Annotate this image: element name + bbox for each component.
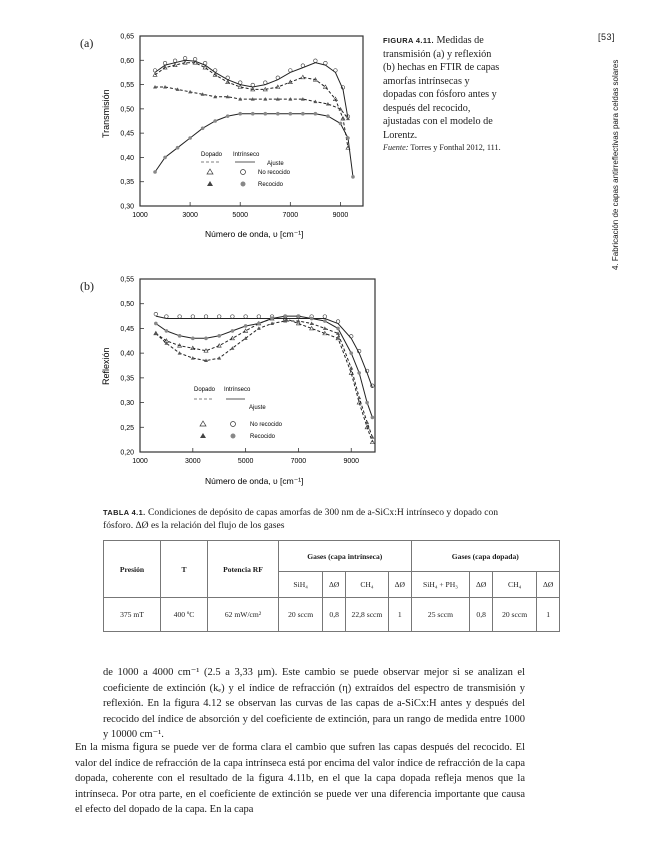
legend-open-triangle (207, 169, 213, 174)
series-line-dop-nr (155, 63, 348, 148)
point-filled-circle (165, 329, 169, 333)
figure-caption-text: Medidas de transmisión (a) y reflexión (b) hechas en FTIR de capas amorfas intrínsecas y dopadas con fósforo antes y después del recocido, ajustadas con el modelo de Lorentz. (383, 35, 500, 141)
point-open-circle (183, 56, 187, 60)
table-cell: 0,8 (323, 598, 346, 632)
point-filled-circle (213, 119, 217, 123)
point-filled-circle (154, 322, 158, 326)
point-filled-triangle (326, 102, 330, 106)
y-tick-label: 0,30 (120, 203, 134, 211)
y-tick-label: 0,20 (120, 449, 134, 457)
legend-open-circle (241, 170, 246, 175)
point-open-triangle (244, 329, 248, 333)
header-potencia: Potencia RF (208, 541, 279, 598)
legend-open-circle (231, 422, 236, 427)
point-open-circle (238, 81, 242, 85)
x-tick-label: 7000 (282, 212, 299, 219)
point-open-circle (276, 76, 280, 80)
running-head: 4. Fabricación de capas antirreflectivas para celdas solares (611, 59, 620, 270)
point-open-circle (204, 315, 208, 319)
legend (194, 387, 283, 440)
point-filled-circle (217, 334, 221, 338)
sub-header: ΔØ (470, 572, 493, 598)
point-open-circle (301, 64, 305, 68)
point-open-circle (178, 315, 182, 319)
table-caption (103, 506, 523, 532)
point-open-circle (336, 320, 340, 324)
table-cell: 400 ºC (161, 598, 208, 632)
y-tick-label: 0,65 (120, 33, 134, 41)
y-tick-label: 0,50 (120, 106, 134, 114)
paragraph-2: En la misma figura se puede ver de forma clara el cambio que sufren las capas después del recocido. El valor del índice de refracción de la capa intrínseca está por encima del valor índice de refracción de la capa dopada, coherente con el resultado de la figura 4.11b, en el que la capa dopada refleja menos que la intrínseca. Por otra parte, en el coeficiente de extinción se puede ver una diferencia importante que causa el efecto del dopado de la capa. En la capa (75, 742, 525, 816)
point-filled-circle (178, 334, 182, 338)
point-filled-circle (257, 322, 261, 326)
x-tick-label: 9000 (332, 212, 349, 219)
point-open-circle (257, 315, 261, 319)
sub-header: ΔØ (323, 572, 346, 598)
point-open-circle (334, 69, 338, 73)
page-number: [53] (598, 32, 616, 42)
sub-header: SiH₄ (279, 572, 323, 598)
legend-filled-triangle (207, 181, 213, 186)
series-line-int-r (155, 114, 353, 177)
point-filled-triangle (154, 331, 158, 335)
point-filled-circle (346, 136, 350, 140)
point-open-triangle (238, 85, 242, 89)
point-filled-circle (176, 146, 180, 150)
legend-intrinseco: Intrínseco (224, 387, 251, 393)
figure-source: Fuente: Torres y Fonthal 2012, 111. (383, 143, 501, 152)
table-caption-text: Condiciones de depósito de capas amorfas de 300 nm de a-SiCx:H intrínseco y dopado con fósforo. ΔØ es la relación del flujo de los gases (103, 507, 499, 531)
point-filled-circle (201, 126, 205, 130)
y-tick-label: 0,45 (120, 325, 134, 333)
y-tick-label: 0,30 (120, 400, 134, 408)
x-tick-labels (132, 458, 359, 465)
legend (201, 152, 291, 188)
point-open-circle (154, 312, 158, 316)
transmission-chart (95, 28, 375, 253)
x-tick-labels (132, 212, 348, 219)
point-filled-circle (153, 170, 157, 174)
y-tick-labels (120, 34, 134, 211)
table-cell: 20 sccm (279, 598, 323, 632)
point-filled-circle (336, 327, 340, 331)
deposition-table (103, 540, 560, 632)
point-open-circle (163, 61, 167, 65)
series-line-int-r (156, 316, 373, 417)
point-filled-circle (283, 314, 287, 318)
point-open-circle (226, 76, 230, 80)
table-cell: 0,8 (470, 598, 493, 632)
figure-label: FIGURA 4.11. (383, 36, 434, 45)
header-presion: Presión (104, 541, 161, 598)
point-filled-circle (326, 114, 330, 118)
point-open-triangle (217, 344, 221, 348)
legend-dopado: Dopado (201, 152, 223, 158)
point-filled-triangle (357, 396, 361, 400)
point-open-circle (153, 69, 157, 73)
point-filled-circle (339, 122, 343, 126)
point-filled-triangle (310, 321, 314, 325)
point-open-circle (289, 69, 293, 73)
x-tick-label: 5000 (232, 212, 249, 219)
panel-b-label: (b) (80, 279, 94, 293)
point-filled-triangle (349, 366, 353, 370)
point-filled-triangle (191, 356, 195, 360)
point-open-circle (213, 69, 217, 73)
point-open-circle (323, 315, 327, 319)
paragraph-1: de 1000 a 4000 cm⁻¹ (2.5 a 3,33 μm). Este cambio se puede observar mejor si se analizan el coeficiente de extinción (kₑ) y el índice de refracción (η) extraídos del espectro de transmisión y reflexión. En la figura 4.12 se observan las curvas de las capas de a-SiCx:H antes y después del recocido del índice de absorción y del coeficiente de extinción, para un rango de medida entre 1000 y 10000 cm⁻¹. (103, 667, 525, 741)
table-cell: 20 sccm (492, 598, 536, 632)
y-tick-label: 0,35 (120, 375, 134, 383)
point-filled-circle (351, 175, 355, 179)
point-filled-circle (289, 112, 293, 116)
point-filled-circle (231, 329, 235, 333)
point-filled-circle (357, 371, 361, 375)
point-open-circle (217, 315, 221, 319)
header-t: T (161, 541, 208, 598)
table-cell: 22,8 sccm (345, 598, 388, 632)
body-text-2 (75, 740, 525, 818)
x-tick-label: 9000 (343, 458, 360, 465)
legend-dopado: Dopado (194, 387, 216, 393)
y-tick-label: 0,55 (120, 82, 134, 90)
y-tick-label: 0,40 (120, 350, 134, 358)
y-tick-label: 0,45 (120, 130, 134, 138)
y-axis-label: Reflexión (101, 347, 111, 385)
legend-open-triangle (200, 421, 206, 426)
point-filled-circle (310, 317, 314, 321)
point-filled-triangle (178, 351, 182, 355)
y-tick-label: 0,60 (120, 57, 134, 65)
legend-no-recocido: No recocido (250, 422, 283, 428)
point-filled-circle (349, 351, 353, 355)
legend-intrinseco: Intrínseco (233, 152, 260, 158)
point-filled-circle (263, 112, 267, 116)
point-filled-triangle (163, 85, 167, 89)
point-open-circle (173, 59, 177, 63)
point-filled-circle (191, 337, 195, 341)
y-tick-label: 0,50 (120, 301, 134, 309)
figure-caption (383, 34, 501, 153)
point-filled-circle (365, 401, 369, 405)
sub-header: ΔØ (537, 572, 560, 598)
point-filled-triangle (346, 117, 350, 121)
point-open-circle (324, 61, 328, 65)
x-axis-label: Número de onda, υ [cm⁻¹] (205, 229, 304, 239)
point-filled-circle (323, 319, 327, 323)
y-tick-label: 0,55 (120, 276, 134, 284)
legend-recocido: Recocido (250, 434, 276, 440)
header-gases-intrinseca: Gases (capa intrínseca) (279, 541, 412, 572)
point-filled-triangle (217, 356, 221, 360)
point-filled-circle (371, 416, 375, 420)
y-tick-label: 0,25 (120, 424, 134, 432)
legend-filled-circle (241, 182, 246, 187)
point-open-circle (263, 81, 267, 85)
x-tick-label: 3000 (182, 212, 198, 219)
point-open-circle (203, 61, 207, 65)
table-cell: 25 sccm (411, 598, 470, 632)
point-open-triangle (230, 336, 234, 340)
point-filled-circle (314, 112, 318, 116)
point-filled-circle (251, 112, 255, 116)
point-open-circle (314, 59, 318, 63)
y-tick-labels (120, 277, 134, 457)
point-filled-circle (270, 317, 274, 321)
reflection-chart (95, 270, 385, 495)
x-tick-label: 1000 (132, 212, 148, 219)
point-filled-circle (238, 112, 242, 116)
y-tick-label: 0,35 (120, 179, 134, 187)
y-gridlines (140, 36, 340, 206)
point-filled-circle (163, 156, 167, 160)
point-filled-triangle (188, 90, 192, 93)
series-line-dop-r (156, 321, 373, 437)
body-text (103, 665, 525, 743)
legend-no-recocido: No recocido (258, 170, 291, 176)
point-filled-circle (297, 314, 301, 318)
sub-header: SiH₄ + PH₃ (411, 572, 470, 598)
point-open-circle (191, 315, 195, 319)
point-open-circle (165, 315, 169, 319)
point-filled-circle (301, 112, 305, 116)
sub-header: CH₄ (345, 572, 388, 598)
x-tick-label: 1000 (132, 458, 148, 465)
sub-header: ΔØ (388, 572, 411, 598)
point-open-circle (231, 315, 235, 319)
table-cell: 1 (388, 598, 411, 632)
x-tick-label: 3000 (185, 458, 201, 465)
table-cell: 1 (537, 598, 560, 632)
table-label: TABLA 4.1. (103, 508, 146, 517)
x-tick-label: 5000 (237, 458, 254, 465)
legend-filled-circle (231, 434, 236, 439)
x-axis-label: Número de onda, υ [cm⁻¹] (205, 476, 304, 486)
point-filled-circle (226, 114, 230, 118)
x-tick-label: 7000 (290, 458, 307, 465)
legend-recocido: Recocido (258, 182, 284, 188)
y-tick-label: 0,40 (120, 154, 134, 162)
y-axis-label: Transmisión (101, 89, 111, 138)
point-filled-circle (204, 337, 208, 341)
point-open-triangle (183, 61, 187, 65)
panel-a-label: (a) (80, 36, 94, 50)
table-cell: 62 mW/cm² (208, 598, 279, 632)
point-filled-circle (276, 112, 280, 116)
legend-ajuste: Ajuste (249, 405, 266, 411)
data-series (153, 56, 355, 178)
header-gases-dopada: Gases (capa dopada) (411, 541, 559, 572)
table-cell: 375 mT (104, 598, 161, 632)
sub-header: CH₄ (492, 572, 536, 598)
legend-ajuste: Ajuste (267, 161, 284, 167)
point-filled-circle (188, 136, 192, 140)
y-gridlines (140, 279, 351, 452)
point-filled-triangle (323, 326, 327, 330)
point-open-triangle (301, 75, 305, 79)
point-open-circle (251, 83, 255, 87)
point-open-circle (244, 315, 248, 319)
legend-filled-triangle (200, 433, 206, 438)
point-filled-circle (244, 324, 248, 328)
